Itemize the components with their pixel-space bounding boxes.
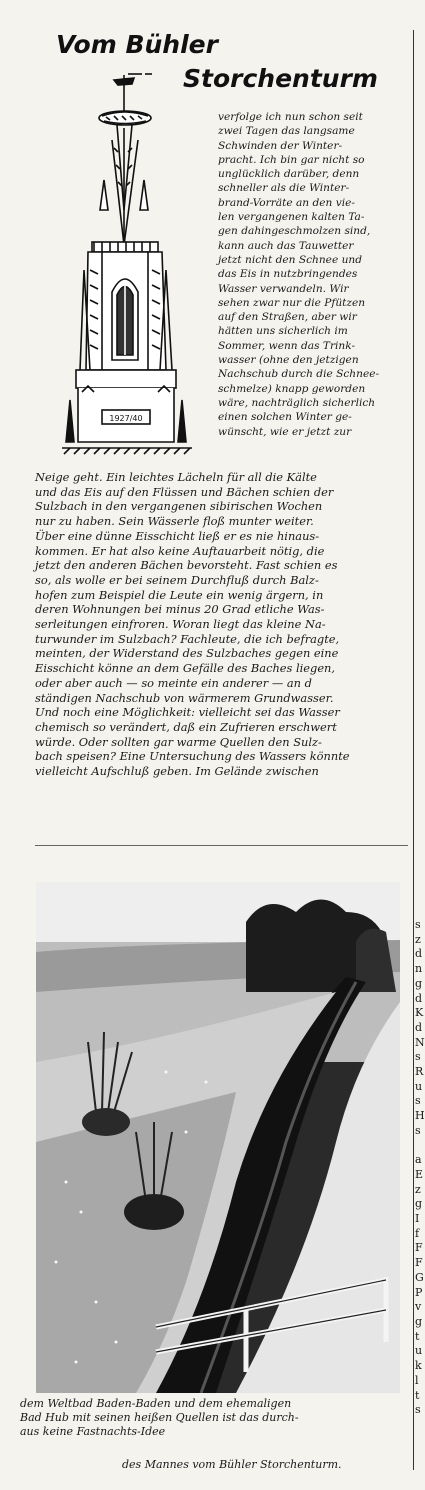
- article-text-full-width: Neige geht. Ein leichtes Lächeln für all die Kälte und das Eis auf den Flüssen und Bächen schien der Sulzbach in den vergangenen sibirischen Wochen nur zu haben. Sein Wässerle floß munter weiter. Über eine dünne Eisschicht ließ er es nie hinaus- kommen. Er hat also keine Auftauarbeit nötig, die jetzt den anderen Bächen bevorsteht. Fast schien es so, als wolle er bei seinem Durchfluß durch Balz- hofen zum Beispiel die Leute ein wenig ärgern, in deren Wohnungen bei minus 20 Grad etliche Was- serleitungen einfroren. Woran liegt das kleine Na- turwunder im Sulzbach? Fachleute, die ich befragte, meinten, der Widerstand des Sulzbaches gegen eine Eisschicht könne an dem Gefälle des Baches liegen, oder aber auch — so meinte ein anderer — an d ständigen Nachschub von wärmerem Grundwasser. Und noch eine Möglichkeit: vielleicht sei das Wasser chemisch so verändert, daß ein Zufrieren erschwert würde. Oder sollten gar warme Quellen den Sulz- bach speisen? Eine Untersuchung des Wassers könnte vielleicht Aufschluß geben. Im Gelände zwischen: [35, 470, 350, 779]
- adjacent-article-fragment: s z d n g d K d N s R u s H s a E z g I f F F G P v g t u k l t s: [415, 918, 425, 1417]
- article-text-column: verfolge ich nun schon seit zwei Tagen das langsame Schwinden der Winter- pracht. Ich bin gar nicht so unglücklich darüber, denn schneller als die Winter- brand-Vorräte an den vie- len vergangenen kalten Ta- gen dahingeschmolzen sind, kann auch das Tauwetter jetzt nicht den Schnee und das Eis in nutzbringendes Wasser verwandeln. Wir sehen zwar nur die Pfützen auf den Straßen, aber wir hätten uns sicherlich im Sommer, wenn das Trink- wasser (ohne den jetzigen Nachschub durch die Schnee- schmelze) knapp geworden wäre, nachträglich sicherlich einen solchen Winter ge- wünscht, wie er jetzt zur: [218, 111, 380, 438]
- photo-caption: dem Weltbad Baden-Baden und dem ehemaligen Bad Hub mit seinen heißen Quellen ist das durch- aus keine Fastnachts-Idee: [20, 1397, 299, 1438]
- column-rule: [413, 30, 414, 1470]
- stork-tower-illustration: [62, 70, 197, 470]
- section-divider: [35, 845, 408, 846]
- tower-plaque-text: 1927/40: [109, 414, 143, 423]
- headline-line-2: Storchenturm: [183, 64, 378, 93]
- headline-line-1: Vom Bühler: [56, 30, 218, 59]
- photo-sulzbach-stream: [36, 882, 400, 1393]
- photo-credit: des Mannes vom Bühler Storchenturm.: [122, 1458, 342, 1471]
